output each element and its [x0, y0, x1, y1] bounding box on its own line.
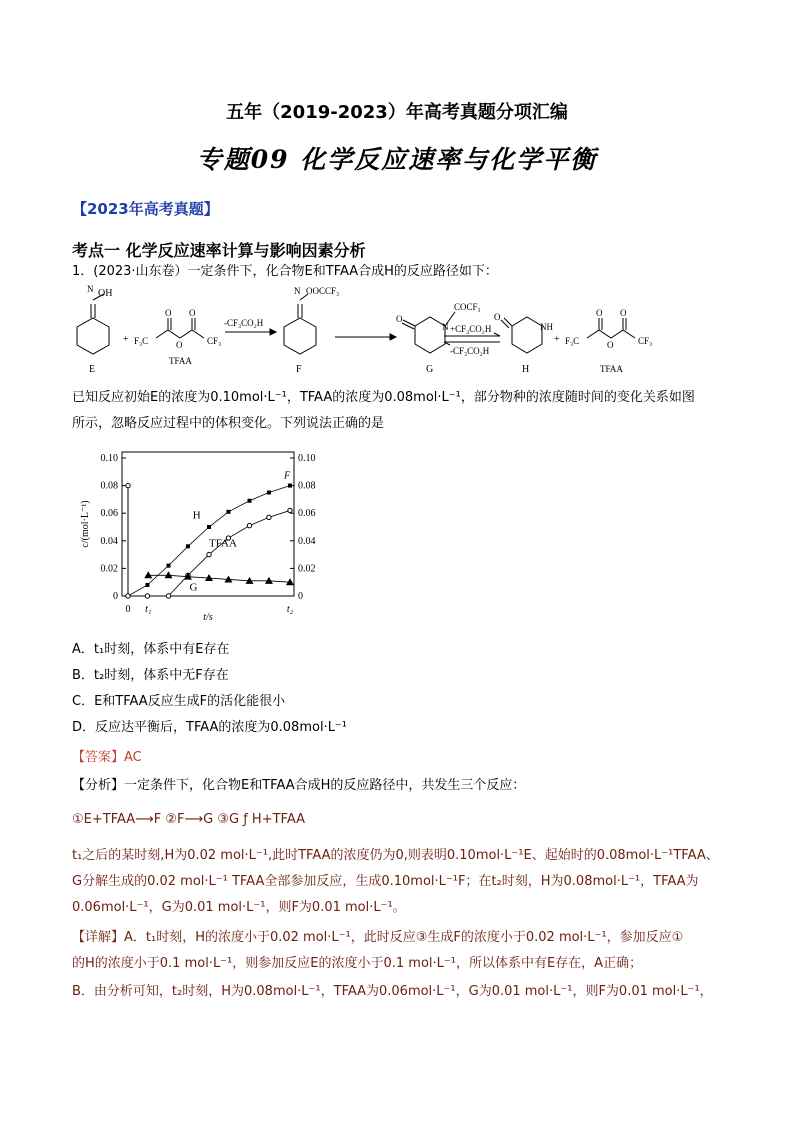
detail-line-2: 的H的浓度小于0.1 mol·L⁻¹，则参加反应E的浓度小于0.1 mol·L⁻¹，所以体系中有E存在，A正确； [72, 956, 643, 971]
y-tick-label-right: 0.04 [298, 535, 316, 547]
option-b: B．t₂时刻，体系中无F存在 [72, 668, 229, 683]
plus-1: + [123, 334, 129, 345]
label-h: H [522, 364, 530, 375]
y-tick-label-right: 0.06 [298, 508, 316, 520]
y-tick-label: 0.08 [100, 480, 118, 492]
point-g [165, 571, 173, 578]
answer: 【答案】AC [72, 750, 142, 765]
label-eq-top: +CF₃CO₂H [450, 324, 492, 334]
analysis: 【分析】一定条件下，化合物E和TFAA合成H的反应路径中，共发生三个反应： [72, 778, 526, 793]
option-a: A．t₁时刻，体系中有E存在 [72, 642, 230, 657]
option-c: C．E和TFAA反应生成F的活化能很小 [72, 694, 286, 709]
concentration-time-chart [74, 444, 344, 624]
point-g [144, 571, 152, 578]
topic-heading: 考点一 化学反应速率计算与影响因素分析 [72, 241, 366, 260]
y-tick-label-right: 0.08 [298, 480, 316, 492]
label-f-mark: F [284, 470, 291, 482]
point-tfaa [288, 508, 292, 512]
x-tick-label: t₂ [286, 604, 294, 615]
topic-title: 专题09 化学反应速率与化学平衡 [196, 145, 598, 174]
label-tfaa-1: TFAA [169, 356, 192, 366]
point-h [226, 510, 230, 514]
point-tfaa [126, 594, 130, 598]
label-arrow-1: -CF₃CO₂H [224, 318, 264, 328]
series-label-g: G [189, 581, 198, 594]
detail-line-3: B．由分析可知，t₂时刻，H为0.08mol·L⁻¹，TFAA为0.06mol·L⁻¹，G为0.01 mol·L⁻¹，则F为0.01 mol·L⁻¹， [72, 984, 713, 999]
question-para-1: 已知反应初始E的浓度为0.10mol·L⁻¹，TFAA的浓度为0.08mol·L⁻¹，部分物种的浓度随时间的变化关系如图 [72, 390, 695, 405]
point-h [207, 525, 211, 529]
y-tick-label-right: 0.10 [298, 453, 316, 464]
document-title: 五年（2019-2023）年高考真题分项汇编 [226, 102, 568, 123]
y-tick-label: 0.06 [100, 508, 118, 520]
label-nh: NH [540, 322, 553, 332]
y-tick-label-right: 0.02 [298, 563, 316, 575]
label-cf3-1: CF₃ [207, 336, 222, 346]
reaction-list: ①E+TFAA⟶F ②F⟶G ③G ƒ H+TFAA [72, 812, 305, 827]
label-cf3-2: CF₃ [638, 336, 653, 346]
y-tick-label: 0.10 [100, 453, 118, 464]
ring-e [77, 318, 109, 354]
atom-o-7: O [620, 308, 627, 318]
question-para-2: 所示，忽略反应过程中的体积变化。下列说法正确的是 [72, 416, 385, 431]
x-axis-label: t/s [203, 612, 213, 623]
y-tick-label: 0.04 [100, 535, 118, 547]
atom-n-2: N [294, 286, 301, 296]
x-tick-label: t₁ [145, 604, 152, 615]
point-h [288, 484, 292, 488]
y-tick-label-right: 0 [298, 591, 303, 602]
label-f3c-2: F₃C [565, 336, 580, 346]
label-g: G [426, 364, 434, 375]
label-f: F [296, 364, 302, 375]
label-f3c-1: F₃C [134, 336, 149, 346]
point-tfaa [145, 594, 149, 598]
atom-o-6: O [596, 308, 603, 318]
point-h [248, 499, 252, 503]
point-h [267, 491, 271, 495]
series-label-h: H [192, 509, 201, 522]
detail-line-1: 【详解】A．t₁时刻，H的浓度小于0.02 mol·L⁻¹，此时反应③生成F的浓度小于0.02 mol·L⁻¹，参加反应① [72, 930, 684, 945]
atom-o-5: O [494, 312, 501, 322]
initial-tfaa-point [126, 483, 130, 487]
label-oocf3: OOCCF₃ [306, 286, 340, 296]
question-stem: 1．(2023·山东卷）一定条件下，化合物E和TFAA合成H的反应路径如下： [72, 264, 498, 279]
label-cocf3: COCF₃ [454, 302, 481, 312]
label-oh: OH [98, 288, 113, 299]
plus-2: + [554, 334, 560, 345]
analysis-para-5: 0.06mol·L⁻¹，G为0.01 mol·L⁻¹，则F为0.01 mol·L⁻¹。 [72, 900, 406, 915]
y-tick-label: 0.02 [100, 563, 118, 575]
analysis-para-3: t₁之后的某时刻,H为0.02 mol·L⁻¹,此时TFAA的浓度仍为0,则表明0.10mol·L⁻¹E、起始时的0.08mol·L⁻¹TFAA、 [72, 848, 719, 863]
label-tfaa-2: TFAA [600, 364, 623, 374]
atom-o-1: O [165, 308, 172, 318]
label-e: E [89, 364, 96, 375]
atom-o-8: O [607, 340, 614, 350]
point-tfaa [247, 523, 251, 527]
point-h [167, 564, 171, 568]
x-tick-label: 0 [125, 604, 131, 615]
y-axis-label: c/(mol·L⁻¹) [80, 500, 91, 548]
section-heading: 【2023年高考真题】 [72, 200, 219, 218]
atom-n-3: N [442, 322, 449, 332]
point-g [265, 577, 273, 584]
atom-o-4: O [396, 314, 403, 324]
label-eq-bottom: -CF₃CO₂H [450, 346, 490, 356]
point-tfaa [207, 552, 211, 556]
reaction-scheme [60, 282, 750, 380]
option-d: D．反应达平衡后，TFAA的浓度为0.08mol·L⁻¹ [72, 720, 348, 735]
series-label-tfaa: TFAA [209, 537, 237, 550]
analysis-para-4: G分解生成的0.02 mol·L⁻¹ TFAA全部参加反应，生成0.10mol·L⁻¹F；在t₂时刻，H为0.08mol·L⁻¹，TFAA为 [72, 874, 699, 889]
atom-o-2: O [189, 308, 196, 318]
point-tfaa [166, 594, 170, 598]
point-h [145, 583, 149, 587]
atom-o-3: O [176, 340, 183, 350]
y-tick-label: 0 [113, 591, 118, 602]
series-labels [190, 471, 291, 594]
atom-n-1: N [87, 284, 94, 294]
point-h [186, 544, 190, 548]
point-tfaa [267, 515, 271, 519]
